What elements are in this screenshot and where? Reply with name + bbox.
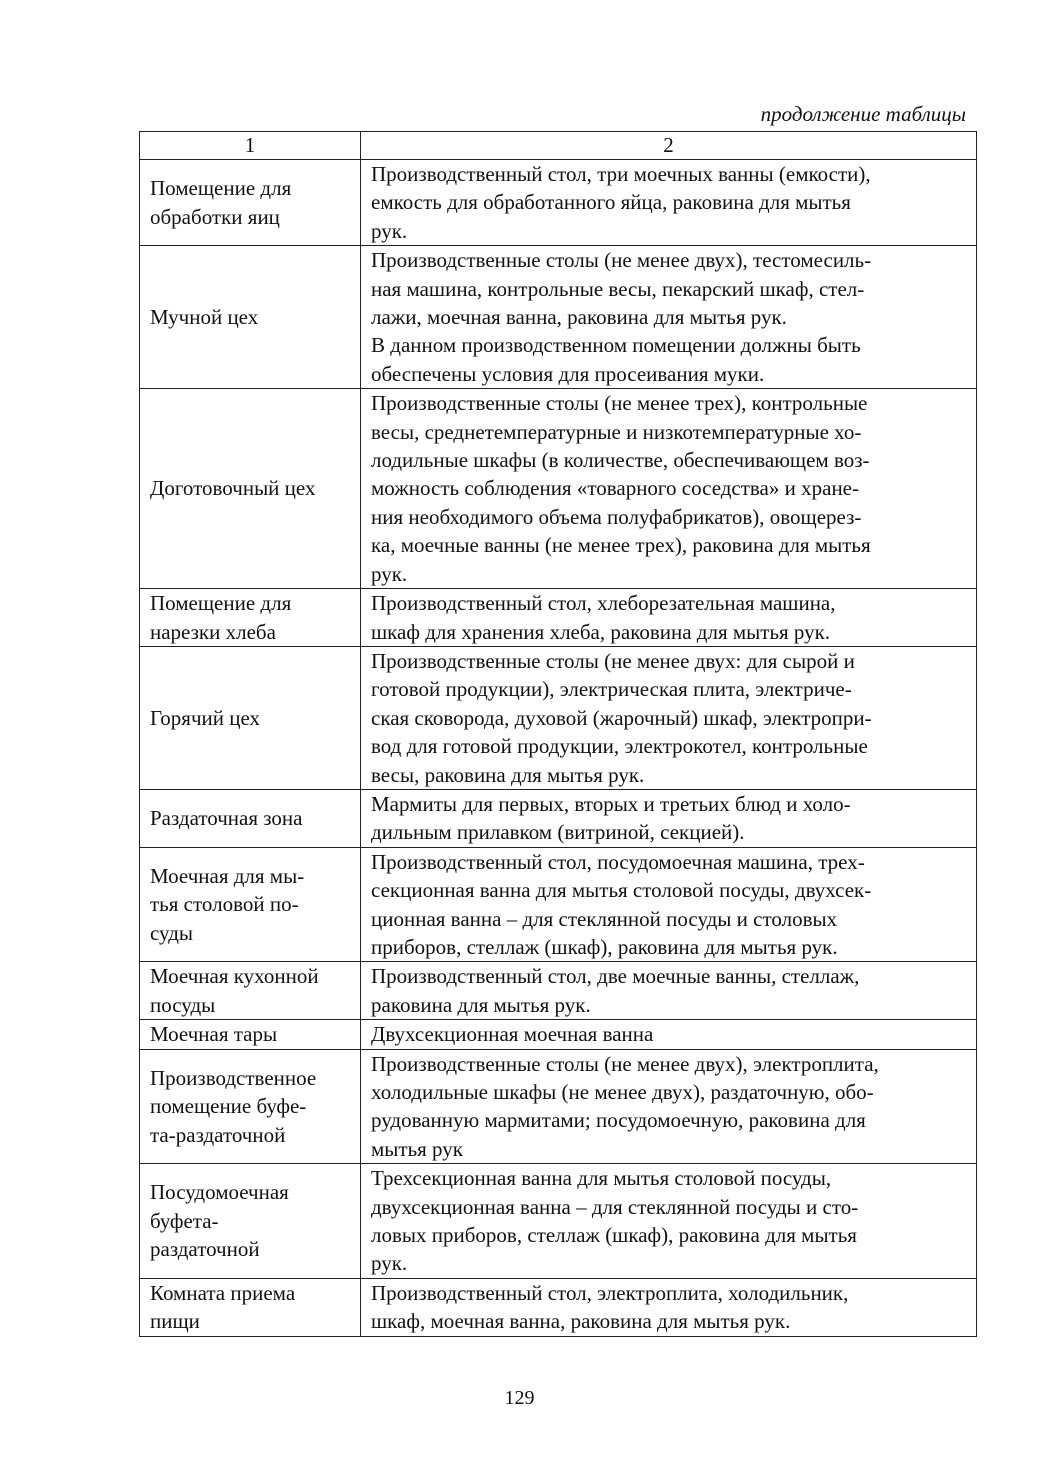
room-name-cell bbox=[140, 789, 361, 847]
equipment-line: Двухсекционная моечная ванна bbox=[371, 1022, 654, 1047]
room-name-line: Раздаточная зона bbox=[150, 806, 303, 831]
equipment-line: рук. bbox=[371, 1251, 408, 1276]
room-name-cell bbox=[140, 160, 361, 246]
table-header-row bbox=[140, 132, 977, 160]
table-row bbox=[140, 789, 977, 847]
room-name-cell bbox=[140, 1164, 361, 1279]
equipment-line: Производственный стол, три моечных ванны (емкости), bbox=[371, 162, 871, 186]
equipment-line: Производственный стол, электроплита, холодильник, bbox=[371, 1280, 849, 1305]
table-row bbox=[140, 589, 977, 647]
room-name-line: суды bbox=[150, 920, 194, 945]
equipment-line: лажи, моечная ванна, раковина для мытья рук. bbox=[371, 305, 787, 330]
equipment-cell bbox=[361, 789, 977, 847]
room-name-line: Моечная кухонной bbox=[150, 964, 319, 989]
room-name-line: Доготовочный цех bbox=[150, 476, 316, 501]
equipment-line: Мармиты для первых, вторых и третьих блюд и холо- bbox=[371, 791, 851, 816]
equipment-table bbox=[139, 131, 977, 1337]
equipment-cell bbox=[361, 246, 977, 389]
room-name-line: Мучной цех bbox=[150, 305, 259, 330]
equipment-line: емкость для обработанного яйца, раковина для мытья bbox=[371, 190, 851, 215]
equipment-line: готовой продукции), электрическая плита, электриче- bbox=[371, 677, 852, 702]
room-name-cell bbox=[140, 1020, 361, 1049]
equipment-line: В данном производственном помещении должны быть bbox=[371, 333, 861, 358]
room-name-cell bbox=[140, 1049, 361, 1164]
room-name-line: Горячий цех bbox=[150, 705, 261, 730]
equipment-line: ния необходимого объема полуфабрикатов), овощерез- bbox=[371, 504, 862, 529]
table-row bbox=[140, 646, 977, 789]
table-row bbox=[140, 1049, 977, 1164]
equipment-line: дильным прилавком (витриной, секцией). bbox=[371, 820, 745, 845]
table-row bbox=[140, 962, 977, 1020]
equipment-line: Производственные столы (не менее двух), электроплита, bbox=[371, 1051, 879, 1076]
equipment-line: ловых приборов, стеллаж (шкаф), раковина для мытья bbox=[371, 1223, 857, 1248]
equipment-cell bbox=[361, 847, 977, 962]
equipment-line: приборов, стеллаж (шкаф), раковина для мытья рук. bbox=[371, 934, 838, 959]
room-name-line: Комната приема bbox=[150, 1280, 296, 1305]
equipment-line: Производственные столы (не менее трех), контрольные bbox=[371, 391, 868, 416]
room-name-line: Помещение для bbox=[150, 591, 292, 616]
column-header-2: 2 bbox=[361, 132, 977, 160]
room-name-line: посуды bbox=[150, 992, 216, 1017]
table-body bbox=[140, 160, 977, 1337]
equipment-line: двухсекционная ванна – для стеклянной посуды и сто- bbox=[371, 1194, 859, 1219]
equipment-line: шкаф, моечная ванна, раковина для мытья рук. bbox=[371, 1309, 791, 1334]
equipment-line: рудованную мармитами; посудомоечную, раковина для bbox=[371, 1108, 866, 1133]
room-name-line: Помещение для bbox=[150, 176, 292, 201]
table-row bbox=[140, 1278, 977, 1336]
column-header-1: 1 bbox=[140, 132, 361, 160]
room-name-cell bbox=[140, 962, 361, 1020]
equipment-line: холодильные шкафы (не менее двух), раздаточную, обо- bbox=[371, 1080, 874, 1104]
equipment-line: рук. bbox=[371, 218, 408, 243]
equipment-line: секционная ванна для мытья столовой посуды, двухсек- bbox=[371, 878, 872, 903]
room-name-line: та-раздаточной bbox=[150, 1122, 286, 1147]
room-name-line: Моечная тары bbox=[150, 1022, 278, 1047]
table-continuation-caption: продолжение таблицы bbox=[760, 102, 966, 126]
equipment-line: рук. bbox=[371, 561, 408, 586]
equipment-cell bbox=[361, 1164, 977, 1279]
table-row bbox=[140, 1164, 977, 1279]
room-name-line: раздаточной bbox=[150, 1237, 260, 1262]
room-name-line: пищи bbox=[150, 1309, 200, 1334]
room-name-cell bbox=[140, 589, 361, 647]
room-name-line: Производственное bbox=[150, 1065, 317, 1090]
table-row bbox=[140, 847, 977, 962]
equipment-line: вод для готовой продукции, электрокотел, контрольные bbox=[371, 734, 868, 759]
equipment-line: лодильные шкафы (в количестве, обеспечивающем воз- bbox=[371, 448, 870, 473]
equipment-line: Производственный стол, две моечные ванны, стеллаж, bbox=[371, 964, 860, 989]
equipment-cell bbox=[361, 160, 977, 246]
room-name-line: Моечная для мы- bbox=[150, 863, 305, 888]
equipment-line: ская сковорода, духовой (жарочный) шкаф, электропри- bbox=[371, 705, 872, 730]
table-row bbox=[140, 389, 977, 589]
room-name-line: помещение буфе- bbox=[150, 1094, 307, 1119]
equipment-cell bbox=[361, 1049, 977, 1164]
equipment-cell bbox=[361, 646, 977, 789]
equipment-line: весы, среднетемпературные и низкотемпературные хо- bbox=[371, 419, 862, 444]
table-row bbox=[140, 246, 977, 389]
room-name-line: буфета- bbox=[150, 1208, 219, 1233]
equipment-line: Производственный стол, хлеборезательная машина, bbox=[371, 591, 836, 616]
equipment-line: весы, раковина для мытья рук. bbox=[371, 762, 645, 787]
room-name-line: тья столовой по- bbox=[150, 892, 299, 917]
room-name-line: нарезки хлеба bbox=[150, 619, 276, 644]
equipment-line: Трехсекционная ванна для мытья столовой посуды, bbox=[371, 1166, 832, 1191]
room-name-cell bbox=[140, 847, 361, 962]
table-row bbox=[140, 160, 977, 246]
equipment-cell bbox=[361, 1278, 977, 1336]
equipment-line: ная машина, контрольные весы, пекарский шкаф, стел- bbox=[371, 276, 865, 301]
room-name-line: Посудомоечная bbox=[150, 1180, 289, 1205]
equipment-line: ка, моечные ванны (не менее трех), раковина для мытья bbox=[371, 533, 871, 558]
equipment-line: можность соблюдения «товарного соседства» и хране- bbox=[371, 476, 859, 501]
equipment-cell bbox=[361, 389, 977, 589]
equipment-cell bbox=[361, 962, 977, 1020]
room-name-cell bbox=[140, 389, 361, 589]
table-row bbox=[140, 1020, 977, 1049]
page-number: 129 bbox=[504, 1387, 535, 1409]
room-name-cell bbox=[140, 646, 361, 789]
room-name-cell bbox=[140, 1278, 361, 1336]
equipment-line: ционная ванна – для стеклянной посуды и столовых bbox=[371, 906, 838, 931]
equipment-line: шкаф для хранения хлеба, раковина для мытья рук. bbox=[371, 619, 831, 644]
equipment-line: раковина для мытья рук. bbox=[371, 992, 591, 1017]
room-name-cell bbox=[140, 246, 361, 389]
equipment-line: обеспечены условия для просеивания муки. bbox=[371, 361, 765, 386]
equipment-cell bbox=[361, 1020, 977, 1049]
equipment-line: Производственные столы (не менее двух), тестомесиль- bbox=[371, 248, 872, 273]
equipment-line: Производственные столы (не менее двух: для сырой и bbox=[371, 648, 855, 673]
equipment-cell bbox=[361, 589, 977, 647]
equipment-line: Производственный стол, посудомоечная машина, трех- bbox=[371, 849, 865, 874]
equipment-line: мытья рук bbox=[371, 1136, 463, 1161]
room-name-line: обработки яиц bbox=[150, 204, 280, 229]
